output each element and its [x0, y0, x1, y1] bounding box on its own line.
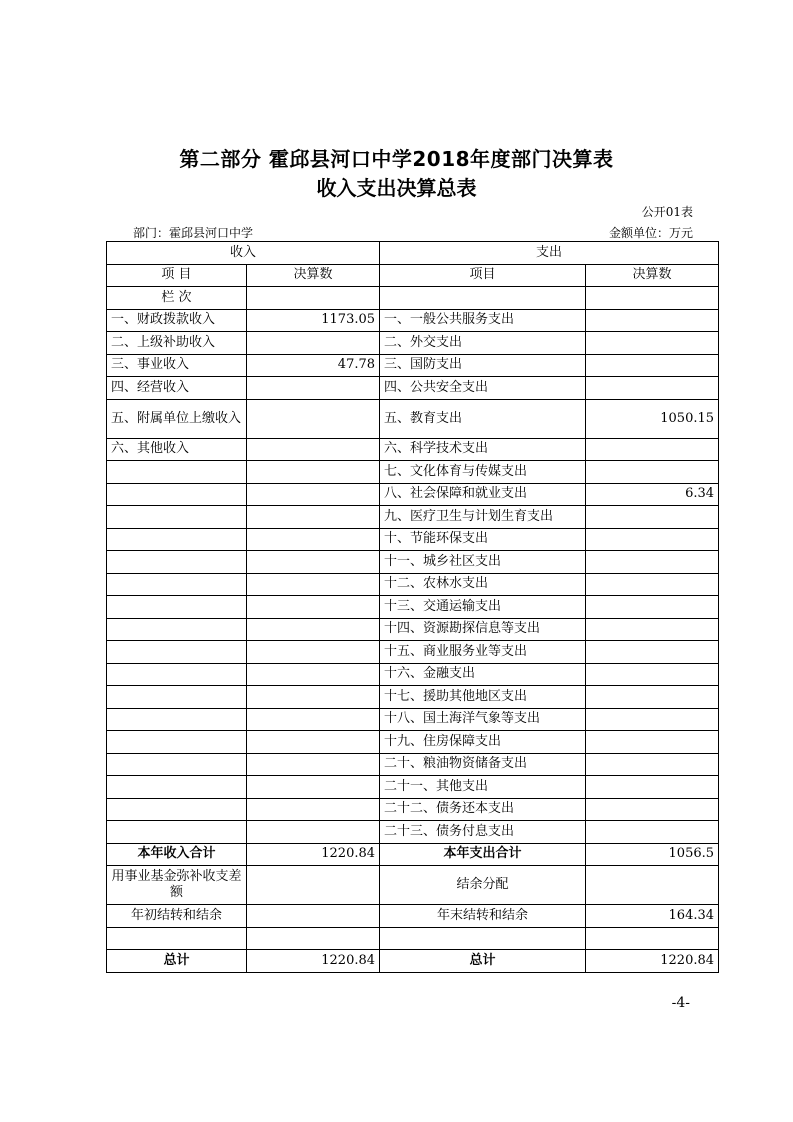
income-value: [247, 731, 380, 754]
table-row: [107, 686, 719, 709]
income-item: 四、经营收入: [107, 377, 247, 400]
income-value: [247, 399, 380, 438]
expense-value: [586, 618, 719, 641]
income-value: [247, 438, 380, 461]
income-item: [107, 528, 247, 551]
business-fund-label: 用事业基金弥补收支差额: [107, 866, 247, 905]
table-row: [107, 528, 719, 551]
income-item: [107, 618, 247, 641]
expense-item: 十五、商业服务业等支出: [380, 641, 586, 664]
income-value: [247, 461, 380, 484]
income-total-value: 1220.84: [247, 843, 380, 866]
income-item: [107, 483, 247, 506]
income-value: [247, 506, 380, 529]
income-value: [247, 753, 380, 776]
income-value: [247, 483, 380, 506]
header-row-2: [107, 264, 719, 287]
grand-total-label-left: 总计: [107, 950, 247, 973]
income-item: 五、附属单位上缴收入: [107, 399, 247, 438]
expense-value: [586, 506, 719, 529]
expense-item: 十二、农林水支出: [380, 573, 586, 596]
expense-item: 十七、援助其他地区支出: [380, 686, 586, 709]
income-item: [107, 821, 247, 844]
table-row: [107, 618, 719, 641]
income-item: [107, 753, 247, 776]
income-value: [247, 551, 380, 574]
expense-value: [586, 438, 719, 461]
income-value: [247, 708, 380, 731]
expense-item: 十四、资源勘探信息等支出: [380, 618, 586, 641]
expense-value: [586, 663, 719, 686]
blank-row: [107, 927, 719, 950]
expense-value: [586, 708, 719, 731]
income-item: [107, 708, 247, 731]
ending-balance-label: 年末结转和结余: [380, 905, 586, 928]
expense-value: [586, 309, 719, 332]
income-value: [247, 641, 380, 664]
income-value: 47.78: [247, 354, 380, 377]
header-row-1: [107, 242, 719, 265]
table-row: [107, 753, 719, 776]
income-item: [107, 731, 247, 754]
income-item: [107, 798, 247, 821]
expense-item: 八、社会保障和就业支出: [380, 483, 586, 506]
table-row: [107, 731, 719, 754]
income-value: [247, 776, 380, 799]
expense-value: [586, 354, 719, 377]
income-item: [107, 551, 247, 574]
income-item: [107, 686, 247, 709]
income-total-label: 本年收入合计: [107, 843, 247, 866]
table-row: [107, 438, 719, 461]
table-row: [107, 332, 719, 355]
expense-value: [586, 461, 719, 484]
title-line-2: 收入支出决算总表: [316, 176, 477, 200]
expense-total-label: 本年支出合计: [380, 843, 586, 866]
expense-item: 四、公共安全支出: [380, 377, 586, 400]
ending-balance-value: 164.34: [586, 905, 719, 928]
income-item: 一、财政拨款收入: [107, 309, 247, 332]
amount-unit-label: 金额单位：万元: [608, 226, 693, 240]
income-amount-header: 决算数: [247, 264, 380, 287]
income-item: [107, 506, 247, 529]
income-value: [247, 377, 380, 400]
table-row: [107, 776, 719, 799]
balance-row: [107, 905, 719, 928]
income-item-header: 项 目: [107, 264, 247, 287]
expense-value: [586, 641, 719, 664]
expense-value: [586, 776, 719, 799]
expense-value: [586, 821, 719, 844]
income-value: [247, 573, 380, 596]
expense-item: 十六、金融支出: [380, 663, 586, 686]
expense-item: 五、教育支出: [380, 399, 586, 438]
column-order-label: 栏 次: [107, 287, 247, 310]
expense-value: [586, 596, 719, 619]
income-value: [247, 596, 380, 619]
table-row: [107, 596, 719, 619]
table-row: [107, 377, 719, 400]
expense-item: 二十三、债务付息支出: [380, 821, 586, 844]
income-item: 六、其他收入: [107, 438, 247, 461]
expense-value: 6.34: [586, 483, 719, 506]
expense-item: 二、外交支出: [380, 332, 586, 355]
income-expense-table: [106, 241, 719, 973]
income-item: [107, 461, 247, 484]
title-line-1: 第二部分 霍邱县河口中学2018年度部门决算表: [179, 147, 614, 171]
column-order-row: [107, 287, 719, 310]
income-value: [247, 821, 380, 844]
form-number: 公开01表: [641, 205, 693, 219]
table-row: [107, 461, 719, 484]
expense-item: 十一、城乡社区支出: [380, 551, 586, 574]
income-value: [247, 332, 380, 355]
expense-total-value: 1056.5: [586, 843, 719, 866]
table-row: [107, 663, 719, 686]
expense-item: 十九、住房保障支出: [380, 731, 586, 754]
expense-item: 一、一般公共服务支出: [380, 309, 586, 332]
income-item: [107, 641, 247, 664]
table-row: [107, 798, 719, 821]
expense-item: 七、文化体育与传媒支出: [380, 461, 586, 484]
expense-amount-header: 决算数: [586, 264, 719, 287]
income-item: [107, 663, 247, 686]
expense-header: 支出: [380, 242, 719, 265]
surplus-distribution-label: 结余分配: [380, 866, 586, 905]
grand-total-value-right: 1220.84: [586, 950, 719, 973]
table-row: [107, 573, 719, 596]
income-header: 收入: [107, 242, 380, 265]
expense-item: 二十一、其他支出: [380, 776, 586, 799]
expense-item: 十、节能环保支出: [380, 528, 586, 551]
table-row: [107, 399, 719, 438]
expense-item-header: 项目: [380, 264, 586, 287]
grand-total-value-left: 1220.84: [247, 950, 380, 973]
expense-value: [586, 686, 719, 709]
expense-value: [586, 551, 719, 574]
income-value: [247, 663, 380, 686]
expense-value: [586, 573, 719, 596]
expense-item: 十八、国土海洋气象等支出: [380, 708, 586, 731]
expense-value: [586, 332, 719, 355]
income-value: [247, 528, 380, 551]
expense-value: 1050.15: [586, 399, 719, 438]
table-row: [107, 354, 719, 377]
expense-item: 二十、粮油物资储备支出: [380, 753, 586, 776]
expense-value: [586, 753, 719, 776]
income-value: [247, 686, 380, 709]
expense-item: 九、医疗卫生与计划生育支出: [380, 506, 586, 529]
table-row: [107, 551, 719, 574]
income-item: 三、事业收入: [107, 354, 247, 377]
expense-item: 二十二、债务还本支出: [380, 798, 586, 821]
table-row: [107, 708, 719, 731]
income-item: [107, 776, 247, 799]
grand-total-label-right: 总计: [380, 950, 586, 973]
page-number: -4-: [671, 995, 690, 1011]
income-item: 二、上级补助收入: [107, 332, 247, 355]
expense-value: [586, 798, 719, 821]
expense-value: [586, 377, 719, 400]
expense-item: 六、科学技术支出: [380, 438, 586, 461]
table-row: [107, 506, 719, 529]
income-value: [247, 618, 380, 641]
table-row: [107, 641, 719, 664]
income-value: [247, 798, 380, 821]
table-row: [107, 309, 719, 332]
expense-item: 十三、交通运输支出: [380, 596, 586, 619]
beginning-balance-label: 年初结转和结余: [107, 905, 247, 928]
income-item: [107, 573, 247, 596]
income-expense-total-row: [107, 843, 719, 866]
business-fund-row: [107, 866, 719, 905]
grand-total-row: [107, 950, 719, 973]
table-row: [107, 821, 719, 844]
expense-value: [586, 528, 719, 551]
table-row: [107, 483, 719, 506]
expense-item: 三、国防支出: [380, 354, 586, 377]
income-value: 1173.05: [247, 309, 380, 332]
department-label: 部门：霍邱县河口中学: [133, 226, 254, 240]
income-item: [107, 596, 247, 619]
expense-value: [586, 731, 719, 754]
